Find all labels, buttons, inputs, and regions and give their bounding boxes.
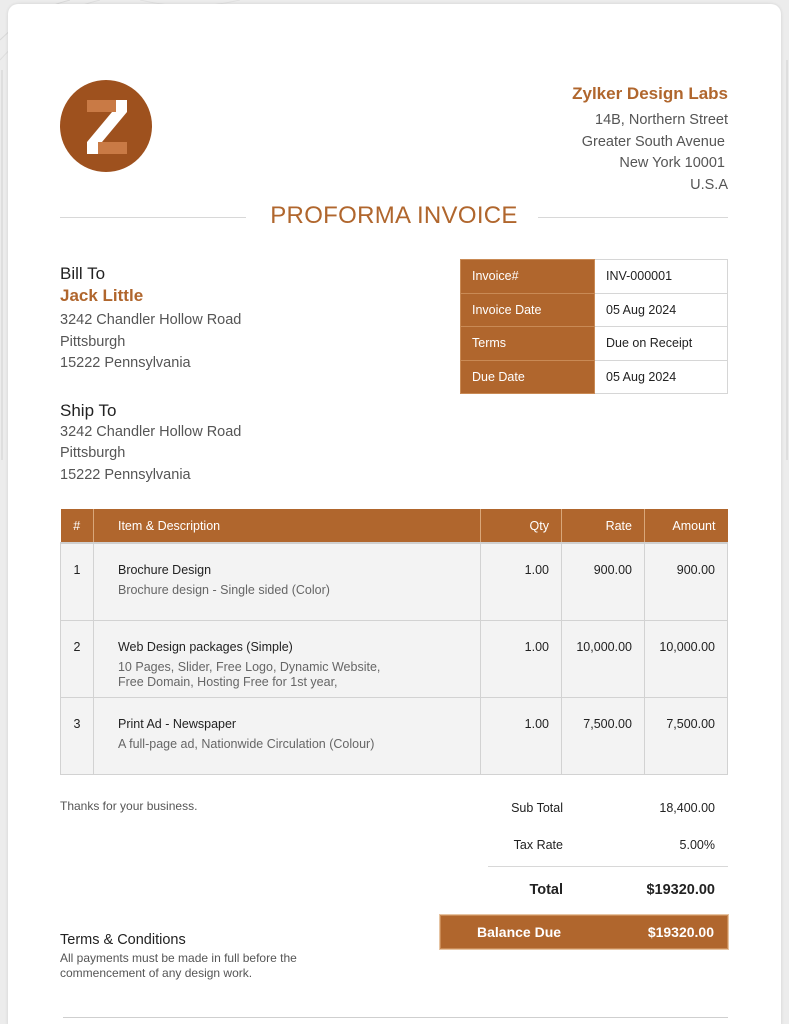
item-cell [93, 697, 480, 774]
client-name: Jack Little [60, 286, 144, 305]
document-title: PROFORMA INVOICE [270, 202, 518, 229]
z-logo-icon [60, 80, 152, 172]
items-table [60, 509, 728, 775]
item-cell [93, 543, 480, 620]
item-amount: 7,500.00 [644, 697, 727, 774]
meta-row [461, 260, 728, 294]
meta-row [461, 327, 728, 361]
table-row [61, 697, 728, 774]
meta-label: Terms [461, 327, 595, 361]
column-header-qty: Qty [481, 509, 562, 543]
item-rate: 7,500.00 [561, 697, 644, 774]
ship-to-label: Ship To [60, 401, 117, 420]
terms-title: Terms & Conditions [60, 932, 186, 948]
balance-due-bar [440, 915, 728, 949]
company-address-line: New York 10001 [619, 155, 725, 171]
column-header-item: Item & Description [93, 509, 480, 543]
meta-value: 05 Aug 2024 [595, 360, 728, 394]
terms-line: commencement of any design work. [60, 966, 253, 980]
subtotal-label: Sub Total [511, 801, 563, 815]
ship-to-address-line: 15222 Pennsylvania [60, 467, 191, 483]
terms-line: All payments must be made in full before the [60, 951, 297, 965]
notes-text: Thanks for your business. [60, 799, 198, 813]
totals-divider [488, 866, 728, 867]
item-name: Web Design packages (Simple) [117, 639, 293, 654]
meta-row [461, 360, 728, 394]
item-name: Print Ad - Newspaper [117, 716, 237, 731]
item-description: Brochure design - Single sided (Color) [117, 583, 330, 597]
column-header-number: # [61, 509, 94, 543]
item-number: 1 [61, 543, 94, 620]
table-row [61, 543, 728, 620]
table-row [61, 620, 728, 697]
company-logo [60, 80, 152, 172]
item-rate: 10,000.00 [561, 620, 644, 697]
item-amount: 10,000.00 [644, 620, 727, 697]
meta-row [461, 293, 728, 327]
total-label: Total [529, 882, 563, 898]
meta-label: Invoice Date [461, 293, 595, 327]
title-divider [538, 217, 728, 218]
item-qty: 1.00 [481, 620, 562, 697]
title-row [60, 202, 728, 232]
tax-rate-label: Tax Rate [513, 838, 563, 852]
bill-to-address-line: 15222 Pennsylvania [60, 355, 191, 371]
item-description: A full-page ad, Nationwide Circulation (Colour) [117, 736, 375, 751]
ship-to-address-line: Pittsburgh [60, 445, 126, 461]
item-qty: 1.00 [481, 697, 562, 774]
meta-label: Due Date [461, 360, 595, 394]
company-name: Zylker Design Labs [572, 84, 728, 103]
balance-due-label: Balance Due [477, 924, 562, 940]
company-address-line: U.S.A [690, 177, 728, 193]
total-value: $19320.00 [646, 882, 715, 898]
subtotal-value: 18,400.00 [659, 801, 715, 815]
item-cell [93, 620, 480, 697]
invoice-meta-table [460, 259, 728, 394]
item-number: 2 [61, 620, 94, 697]
item-name: Brochure Design [117, 563, 212, 577]
balance-due-value: $19320.00 [647, 924, 714, 940]
item-description-line: 10 Pages, Slider, Free Logo, Dynamic Website, [117, 659, 381, 674]
terms-text [60, 951, 330, 981]
item-rate: 900.00 [561, 543, 644, 620]
item-amount: 900.00 [644, 543, 727, 620]
bill-to-label: Bill To [60, 264, 106, 283]
item-qty: 1.00 [481, 543, 562, 620]
meta-label: Invoice# [461, 260, 595, 294]
ship-to-address-line: 3242 Chandler Hollow Road [60, 424, 242, 440]
item-description-line: Free Domain, Hosting Free for 1st year, [117, 674, 338, 689]
company-address-line: 14B, Northern Street [595, 112, 728, 128]
meta-value: 05 Aug 2024 [595, 293, 728, 327]
invoice-page [8, 4, 781, 1024]
tax-rate-value: 5.00% [679, 838, 715, 852]
item-description [118, 660, 468, 690]
bill-to-address-line: 3242 Chandler Hollow Road [60, 312, 242, 328]
meta-value: Due on Receipt [595, 327, 728, 361]
column-header-rate: Rate [561, 509, 644, 543]
footer-divider [63, 1017, 728, 1018]
company-address-line: Greater South Avenue [581, 134, 725, 150]
meta-value: INV-000001 [595, 260, 728, 294]
bill-to-address-line: Pittsburgh [60, 334, 126, 350]
items-header-row [61, 509, 728, 543]
item-number: 3 [61, 697, 94, 774]
column-header-amount: Amount [644, 509, 727, 543]
